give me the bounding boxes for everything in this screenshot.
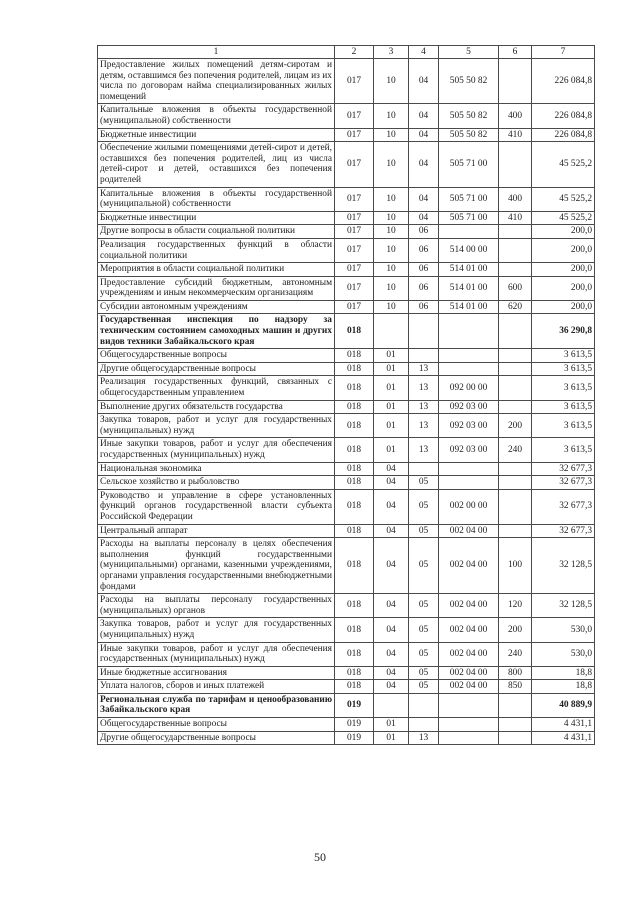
row-code-cell: 018 xyxy=(335,414,374,438)
row-code-cell: 018 xyxy=(335,400,374,414)
row-code-cell: 018 xyxy=(335,666,374,680)
table-header-row xyxy=(98,46,595,59)
row-target-article-cell: 505 71 00 xyxy=(439,142,499,187)
row-target-article-cell: 505 50 82 xyxy=(439,104,499,128)
row-target-article-cell: 002 04 00 xyxy=(439,618,499,642)
row-name-cell: Центральный аппарат xyxy=(98,524,335,538)
row-target-article-cell: 092 00 00 xyxy=(439,376,499,400)
table-row xyxy=(98,489,595,524)
row-expense-type-cell: 400 xyxy=(499,104,532,128)
row-amount-cell: 32 677,3 xyxy=(532,489,595,524)
row-subsection-cell xyxy=(409,314,439,349)
row-target-article-cell: 514 01 00 xyxy=(439,263,499,277)
row-target-article-cell: 002 04 00 xyxy=(439,594,499,618)
row-code-cell: 018 xyxy=(335,462,374,476)
row-code-cell: 017 xyxy=(335,225,374,239)
table-row xyxy=(98,438,595,462)
row-section-cell: 04 xyxy=(374,489,409,524)
row-expense-type-cell xyxy=(499,225,532,239)
row-target-article-cell: 092 03 00 xyxy=(439,400,499,414)
row-expense-type-cell xyxy=(499,314,532,349)
row-code-cell: 018 xyxy=(335,642,374,666)
row-target-article-cell: 514 01 00 xyxy=(439,276,499,300)
row-target-article-cell: 092 03 00 xyxy=(439,438,499,462)
table-row xyxy=(98,414,595,438)
row-target-article-cell xyxy=(439,349,499,363)
row-target-article-cell: 514 01 00 xyxy=(439,300,499,314)
table-row xyxy=(98,476,595,490)
row-amount-cell: 18,8 xyxy=(532,666,595,680)
row-section-cell: 10 xyxy=(374,300,409,314)
row-name-cell: Расходы на выплаты персоналу государственных (муниципальных) органов xyxy=(98,594,335,618)
row-section-cell xyxy=(374,314,409,349)
row-section-cell: 04 xyxy=(374,462,409,476)
row-code-cell: 017 xyxy=(335,211,374,225)
row-expense-type-cell xyxy=(499,489,532,524)
table-row xyxy=(98,400,595,414)
row-subsection-cell: 05 xyxy=(409,538,439,594)
row-amount-cell: 530,0 xyxy=(532,618,595,642)
row-code-cell: 018 xyxy=(335,538,374,594)
budget-table xyxy=(97,45,595,745)
row-target-article-cell xyxy=(439,476,499,490)
table-row xyxy=(98,314,595,349)
row-code-cell: 018 xyxy=(335,618,374,642)
column-header-2: 2 xyxy=(335,46,374,59)
row-code-cell: 019 xyxy=(335,693,374,717)
table-row xyxy=(98,538,595,594)
row-amount-cell: 3 613,5 xyxy=(532,362,595,376)
row-amount-cell: 3 613,5 xyxy=(532,414,595,438)
row-subsection-cell xyxy=(409,462,439,476)
row-target-article-cell: 002 04 00 xyxy=(439,538,499,594)
table-row xyxy=(98,680,595,694)
row-expense-type-cell: 620 xyxy=(499,300,532,314)
row-code-cell: 018 xyxy=(335,376,374,400)
row-code-cell: 018 xyxy=(335,594,374,618)
row-amount-cell: 4 431,1 xyxy=(532,731,595,745)
row-subsection-cell: 13 xyxy=(409,414,439,438)
column-header-7: 7 xyxy=(532,46,595,59)
row-amount-cell: 32 677,3 xyxy=(532,524,595,538)
row-code-cell: 018 xyxy=(335,489,374,524)
table-row xyxy=(98,666,595,680)
row-subsection-cell: 13 xyxy=(409,376,439,400)
row-name-cell: Расходы на выплаты персоналу в целях обеспечения выполнения функций государственными (муниципальными) органами, казенными учреждениями, органами управления государственными внебюджетными фондами xyxy=(98,538,335,594)
table-row xyxy=(98,731,595,745)
row-section-cell xyxy=(374,693,409,717)
row-section-cell: 01 xyxy=(374,438,409,462)
row-section-cell: 04 xyxy=(374,618,409,642)
table-row xyxy=(98,376,595,400)
row-target-article-cell: 002 04 00 xyxy=(439,680,499,694)
row-name-cell: Общегосударственные вопросы xyxy=(98,718,335,732)
row-section-cell: 04 xyxy=(374,524,409,538)
table-row xyxy=(98,211,595,225)
table-row xyxy=(98,238,595,262)
row-code-cell: 017 xyxy=(335,104,374,128)
row-target-article-cell: 505 50 82 xyxy=(439,128,499,142)
row-name-cell: Региональная служба по тарифам и ценообразованию Забайкальского края xyxy=(98,693,335,717)
row-amount-cell: 45 525,2 xyxy=(532,187,595,211)
row-section-cell: 01 xyxy=(374,414,409,438)
row-name-cell: Иные бюджетные ассигнования xyxy=(98,666,335,680)
row-code-cell: 017 xyxy=(335,128,374,142)
row-expense-type-cell xyxy=(499,349,532,363)
row-code-cell: 017 xyxy=(335,300,374,314)
row-code-cell: 017 xyxy=(335,187,374,211)
row-amount-cell: 3 613,5 xyxy=(532,349,595,363)
row-code-cell: 018 xyxy=(335,476,374,490)
row-section-cell: 10 xyxy=(374,128,409,142)
row-code-cell: 018 xyxy=(335,524,374,538)
row-target-article-cell xyxy=(439,693,499,717)
table-row xyxy=(98,462,595,476)
row-subsection-cell: 05 xyxy=(409,476,439,490)
row-section-cell: 10 xyxy=(374,59,409,104)
row-name-cell: Бюджетные инвестиции xyxy=(98,128,335,142)
table-row xyxy=(98,718,595,732)
page-number: 50 xyxy=(314,850,326,864)
row-expense-type-cell xyxy=(499,362,532,376)
row-name-cell: Мероприятия в области социальной политики xyxy=(98,263,335,277)
row-target-article-cell xyxy=(439,462,499,476)
row-section-cell: 04 xyxy=(374,666,409,680)
row-name-cell: Иные закупки товаров, работ и услуг для обеспечения государственных (муниципальных) нужд xyxy=(98,642,335,666)
row-target-article-cell: 002 04 00 xyxy=(439,666,499,680)
row-section-cell: 10 xyxy=(374,142,409,187)
row-name-cell: Национальная экономика xyxy=(98,462,335,476)
row-section-cell: 01 xyxy=(374,718,409,732)
table-row xyxy=(98,642,595,666)
row-target-article-cell: 002 04 00 xyxy=(439,642,499,666)
row-subsection-cell: 05 xyxy=(409,642,439,666)
row-section-cell: 10 xyxy=(374,263,409,277)
row-name-cell: Сельское хозяйство и рыболовство xyxy=(98,476,335,490)
row-expense-type-cell: 200 xyxy=(499,618,532,642)
row-code-cell: 018 xyxy=(335,362,374,376)
row-amount-cell: 32 128,5 xyxy=(532,594,595,618)
row-expense-type-cell xyxy=(499,238,532,262)
row-subsection-cell: 06 xyxy=(409,238,439,262)
row-target-article-cell: 002 00 00 xyxy=(439,489,499,524)
row-subsection-cell: 06 xyxy=(409,225,439,239)
row-expense-type-cell xyxy=(499,693,532,717)
row-subsection-cell: 06 xyxy=(409,263,439,277)
row-name-cell: Предоставление жилых помещений детям-сиротам и детям, оставшимся без попечения родителей, лицам из их числа по договорам найма специализированных жилых помещений xyxy=(98,59,335,104)
row-amount-cell: 226 084,8 xyxy=(532,59,595,104)
row-section-cell: 10 xyxy=(374,104,409,128)
row-subsection-cell: 04 xyxy=(409,142,439,187)
row-name-cell: Иные закупки товаров, работ и услуг для обеспечения государственных (муниципальных) нужд xyxy=(98,438,335,462)
row-expense-type-cell: 800 xyxy=(499,666,532,680)
row-section-cell: 10 xyxy=(374,187,409,211)
table-row xyxy=(98,59,595,104)
row-target-article-cell: 002 04 00 xyxy=(439,524,499,538)
row-name-cell: Уплата налогов, сборов и иных платежей xyxy=(98,680,335,694)
row-subsection-cell: 05 xyxy=(409,594,439,618)
row-code-cell: 019 xyxy=(335,731,374,745)
row-section-cell: 01 xyxy=(374,349,409,363)
row-section-cell: 01 xyxy=(374,731,409,745)
row-subsection-cell: 04 xyxy=(409,187,439,211)
row-target-article-cell: 514 00 00 xyxy=(439,238,499,262)
row-name-cell: Общегосударственные вопросы xyxy=(98,349,335,363)
row-subsection-cell: 04 xyxy=(409,104,439,128)
row-target-article-cell: 505 71 00 xyxy=(439,187,499,211)
table-row xyxy=(98,349,595,363)
row-section-cell: 04 xyxy=(374,680,409,694)
row-subsection-cell: 13 xyxy=(409,731,439,745)
table-row xyxy=(98,276,595,300)
row-subsection-cell: 05 xyxy=(409,524,439,538)
table-row xyxy=(98,693,595,717)
row-section-cell: 04 xyxy=(374,642,409,666)
row-subsection-cell: 05 xyxy=(409,666,439,680)
row-name-cell: Другие вопросы в области социальной политики xyxy=(98,225,335,239)
row-expense-type-cell: 410 xyxy=(499,128,532,142)
row-name-cell: Реализация государственных функций в области социальной политики xyxy=(98,238,335,262)
table-row xyxy=(98,362,595,376)
row-name-cell: Капитальные вложения в объекты государственной (муниципальной) собственности xyxy=(98,187,335,211)
row-expense-type-cell xyxy=(499,263,532,277)
row-amount-cell: 32 677,3 xyxy=(532,476,595,490)
row-name-cell: Бюджетные инвестиции xyxy=(98,211,335,225)
table-row xyxy=(98,524,595,538)
row-code-cell: 017 xyxy=(335,142,374,187)
row-expense-type-cell: 200 xyxy=(499,414,532,438)
row-amount-cell: 3 613,5 xyxy=(532,438,595,462)
row-amount-cell: 226 084,8 xyxy=(532,104,595,128)
row-amount-cell: 3 613,5 xyxy=(532,400,595,414)
row-amount-cell: 200,0 xyxy=(532,263,595,277)
row-subsection-cell: 13 xyxy=(409,362,439,376)
row-expense-type-cell xyxy=(499,718,532,732)
row-subsection-cell: 06 xyxy=(409,300,439,314)
row-section-cell: 01 xyxy=(374,376,409,400)
row-section-cell: 04 xyxy=(374,538,409,594)
row-amount-cell: 4 431,1 xyxy=(532,718,595,732)
row-name-cell: Предоставление субсидий бюджетным, автономным учреждениям и иным некоммерческим организациям xyxy=(98,276,335,300)
row-code-cell: 017 xyxy=(335,59,374,104)
row-subsection-cell: 04 xyxy=(409,128,439,142)
table-row xyxy=(98,263,595,277)
row-code-cell: 018 xyxy=(335,680,374,694)
row-subsection-cell: 04 xyxy=(409,59,439,104)
row-amount-cell: 200,0 xyxy=(532,276,595,300)
row-target-article-cell: 505 71 00 xyxy=(439,211,499,225)
row-code-cell: 018 xyxy=(335,438,374,462)
row-amount-cell: 32 128,5 xyxy=(532,538,595,594)
row-name-cell: Руководство и управление в сфере установленных функций органов государственной власти субъекта Российской Федерации xyxy=(98,489,335,524)
row-name-cell: Закупка товаров, работ и услуг для государственных (муниципальных) нужд xyxy=(98,618,335,642)
row-section-cell: 10 xyxy=(374,225,409,239)
row-name-cell: Реализация государственных функций, связанных с общегосударственным управлением xyxy=(98,376,335,400)
row-name-cell: Государственная инспекция по надзору за техническим состоянием самоходных машин и других видов техники Забайкальского края xyxy=(98,314,335,349)
column-header-5: 5 xyxy=(439,46,499,59)
row-expense-type-cell xyxy=(499,462,532,476)
row-name-cell: Другие общегосударственные вопросы xyxy=(98,731,335,745)
row-expense-type-cell xyxy=(499,731,532,745)
row-expense-type-cell xyxy=(499,476,532,490)
row-expense-type-cell xyxy=(499,376,532,400)
row-name-cell: Выполнение других обязательств государства xyxy=(98,400,335,414)
row-subsection-cell xyxy=(409,349,439,363)
row-subsection-cell xyxy=(409,693,439,717)
row-expense-type-cell: 600 xyxy=(499,276,532,300)
table-row xyxy=(98,225,595,239)
row-amount-cell: 3 613,5 xyxy=(532,376,595,400)
table-row xyxy=(98,104,595,128)
row-section-cell: 01 xyxy=(374,400,409,414)
table-row xyxy=(98,618,595,642)
row-amount-cell: 200,0 xyxy=(532,238,595,262)
row-section-cell: 10 xyxy=(374,211,409,225)
row-subsection-cell: 04 xyxy=(409,211,439,225)
row-expense-type-cell: 240 xyxy=(499,642,532,666)
row-target-article-cell xyxy=(439,731,499,745)
row-subsection-cell: 13 xyxy=(409,438,439,462)
row-amount-cell: 32 677,3 xyxy=(532,462,595,476)
row-amount-cell: 45 525,2 xyxy=(532,211,595,225)
row-code-cell: 018 xyxy=(335,314,374,349)
row-code-cell: 017 xyxy=(335,238,374,262)
row-amount-cell: 18,8 xyxy=(532,680,595,694)
row-target-article-cell xyxy=(439,718,499,732)
row-expense-type-cell: 240 xyxy=(499,438,532,462)
column-header-1: 1 xyxy=(98,46,335,59)
row-section-cell: 04 xyxy=(374,476,409,490)
row-section-cell: 10 xyxy=(374,238,409,262)
row-target-article-cell: 092 03 00 xyxy=(439,414,499,438)
row-expense-type-cell xyxy=(499,400,532,414)
row-code-cell: 017 xyxy=(335,276,374,300)
row-expense-type-cell: 400 xyxy=(499,187,532,211)
table-row xyxy=(98,594,595,618)
column-header-3: 3 xyxy=(374,46,409,59)
table-row xyxy=(98,187,595,211)
row-subsection-cell xyxy=(409,718,439,732)
row-amount-cell: 226 084,8 xyxy=(532,128,595,142)
row-name-cell: Другие общегосударственные вопросы xyxy=(98,362,335,376)
row-expense-type-cell: 410 xyxy=(499,211,532,225)
row-amount-cell: 36 290,8 xyxy=(532,314,595,349)
row-name-cell: Закупка товаров, работ и услуг для государственных (муниципальных) нужд xyxy=(98,414,335,438)
row-target-article-cell xyxy=(439,225,499,239)
table-row xyxy=(98,128,595,142)
row-expense-type-cell xyxy=(499,142,532,187)
row-subsection-cell: 05 xyxy=(409,680,439,694)
table-row xyxy=(98,142,595,187)
column-header-6: 6 xyxy=(499,46,532,59)
row-subsection-cell: 05 xyxy=(409,618,439,642)
row-subsection-cell: 05 xyxy=(409,489,439,524)
row-section-cell: 01 xyxy=(374,362,409,376)
row-code-cell: 019 xyxy=(335,718,374,732)
row-name-cell: Обеспечение жилыми помещениями детей-сирот и детей, оставшихся без попечения родителей, лиц из числа детей-сирот и детей, оставшихся без попечения родителей xyxy=(98,142,335,187)
row-name-cell: Капитальные вложения в объекты государственной (муниципальной) собственности xyxy=(98,104,335,128)
row-target-article-cell: 505 50 82 xyxy=(439,59,499,104)
row-expense-type-cell xyxy=(499,59,532,104)
row-section-cell: 04 xyxy=(374,594,409,618)
row-amount-cell: 200,0 xyxy=(532,225,595,239)
row-amount-cell: 45 525,2 xyxy=(532,142,595,187)
row-target-article-cell xyxy=(439,314,499,349)
row-subsection-cell: 13 xyxy=(409,400,439,414)
row-expense-type-cell: 850 xyxy=(499,680,532,694)
row-amount-cell: 40 889,9 xyxy=(532,693,595,717)
row-amount-cell: 200,0 xyxy=(532,300,595,314)
row-code-cell: 018 xyxy=(335,349,374,363)
table-body xyxy=(98,59,595,745)
row-code-cell: 017 xyxy=(335,263,374,277)
row-section-cell: 10 xyxy=(374,276,409,300)
row-expense-type-cell: 120 xyxy=(499,594,532,618)
row-expense-type-cell xyxy=(499,524,532,538)
row-target-article-cell xyxy=(439,362,499,376)
row-subsection-cell: 06 xyxy=(409,276,439,300)
row-name-cell: Субсидии автономным учреждениям xyxy=(98,300,335,314)
row-expense-type-cell: 100 xyxy=(499,538,532,594)
table-row xyxy=(98,300,595,314)
row-amount-cell: 530,0 xyxy=(532,642,595,666)
column-header-4: 4 xyxy=(409,46,439,59)
